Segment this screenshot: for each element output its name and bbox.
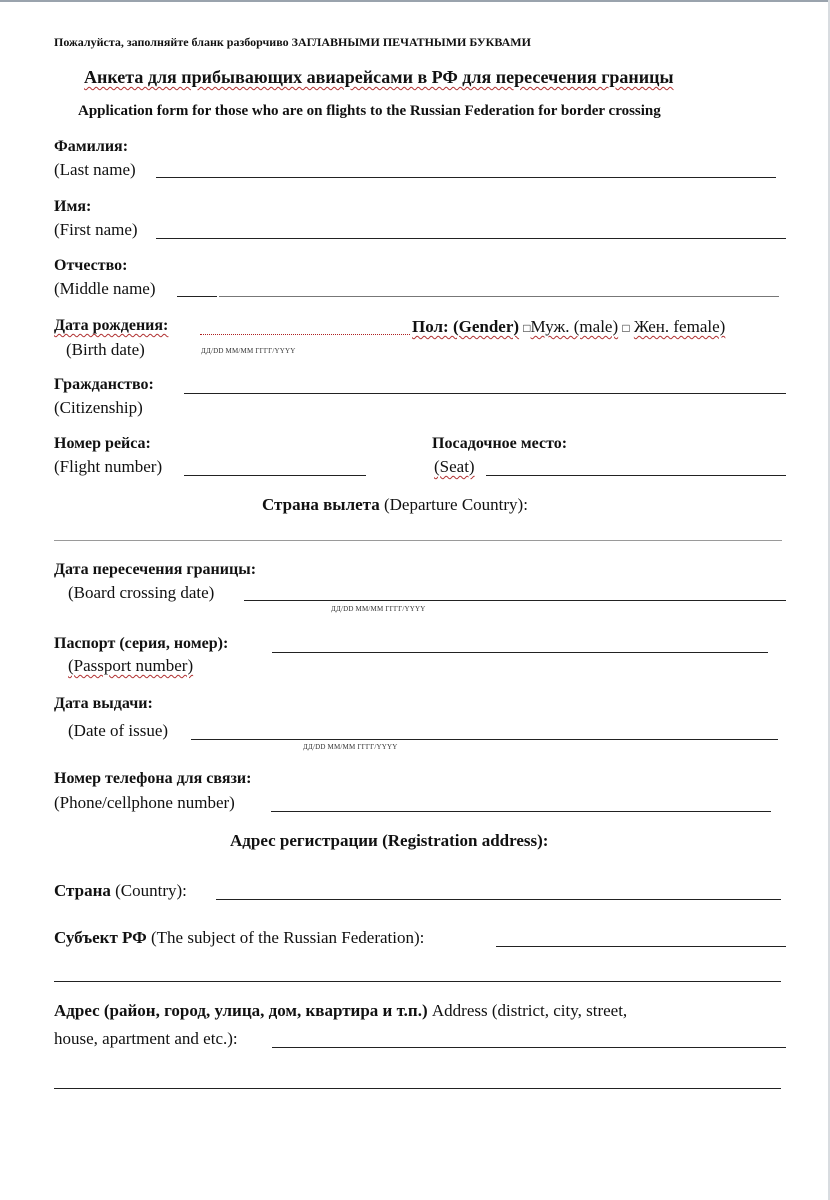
first-name-field[interactable] xyxy=(156,238,786,239)
phone-field[interactable] xyxy=(271,811,771,812)
gender-female-label: Жен. female) xyxy=(633,317,726,336)
country-label-en: (Country): xyxy=(115,881,187,900)
seat-label-en: (Seat) xyxy=(434,457,475,476)
instruction-text: Пожалуйста, заполняйте бланк разборчиво ЗАГЛАВНЫМИ ПЕЧАТНЫМИ БУКВАМИ xyxy=(54,35,531,49)
gender-label: Пол: (Gender) xyxy=(412,317,520,336)
citizenship-label-en: (Citizenship) xyxy=(54,398,143,417)
crossing-date-format-hint: ДД/DD ММ/MM ГГГГ/YYYY xyxy=(331,605,426,613)
subject-label-ru: Субъект РФ xyxy=(54,928,147,947)
title-ru: Анкета для прибывающих авиарейсами в РФ для пересечения границы xyxy=(84,67,674,87)
full-address-field[interactable] xyxy=(272,1047,786,1048)
issue-date-field[interactable] xyxy=(191,739,778,740)
departure-country-field[interactable] xyxy=(54,540,782,541)
country-label-ru: Страна xyxy=(54,881,111,900)
birth-date-field[interactable] xyxy=(200,334,410,335)
gender-male-label: Муж. (male) xyxy=(530,317,619,336)
country-field[interactable] xyxy=(216,899,781,900)
birth-date-label-en: (Birth date) xyxy=(66,340,145,359)
country-label xyxy=(54,882,187,899)
middle-name-field-start[interactable] xyxy=(177,296,217,297)
first-name-label-en: (First name) xyxy=(54,220,138,239)
citizenship-label-ru: Гражданство: xyxy=(54,376,154,393)
gender-female-checkbox[interactable]: □ xyxy=(622,321,630,335)
departure-country-label-en: (Departure Country): xyxy=(383,495,528,514)
title-en: Application form for those who are on flights to the Russian Federation for border crossing xyxy=(78,103,661,119)
middle-name-label-ru: Отчество: xyxy=(54,257,128,274)
gender-male-checkbox[interactable]: □ xyxy=(523,321,531,335)
departure-country-label-ru: Страна вылета xyxy=(262,495,380,514)
flight-number-label-ru: Номер рейса: xyxy=(54,435,151,452)
issue-date-format-hint: ДД/DD ММ/MM ГГГГ/YYYY xyxy=(303,743,398,751)
crossing-date-label-en: (Board crossing date) xyxy=(68,583,215,602)
phone-label-ru: Номер телефона для связи: xyxy=(54,770,252,787)
crossing-date-label-ru: Дата пересечения границы: xyxy=(54,561,257,578)
seat-field[interactable] xyxy=(486,475,786,476)
flight-number-label-en: (Flight number) xyxy=(54,457,163,476)
window-top-border xyxy=(0,0,830,2)
citizenship-field[interactable] xyxy=(184,393,786,394)
middle-name-field[interactable] xyxy=(219,296,779,297)
last-name-field[interactable] xyxy=(156,177,776,178)
passport-label-ru: Паспорт (серия, номер): xyxy=(54,635,229,652)
full-address-label-en-continued: house, apartment and etc.): xyxy=(54,1029,238,1048)
full-address-label-en: Address (district, city, street, xyxy=(431,1001,628,1020)
first-name-label-ru: Имя: xyxy=(54,198,92,215)
crossing-date-field[interactable] xyxy=(244,600,786,601)
subject-field[interactable] xyxy=(496,946,786,947)
seat-label-ru: Посадочное место: xyxy=(432,435,568,452)
flight-number-field[interactable] xyxy=(184,475,366,476)
last-name-label-ru: Фамилия: xyxy=(54,138,129,155)
full-address-label-ru: Адрес (район, город, улица, дом, квартира и т.п.) xyxy=(54,1001,428,1020)
issue-date-label-ru: Дата выдачи: xyxy=(54,695,153,712)
passport-field[interactable] xyxy=(272,652,768,653)
subject-label xyxy=(54,929,424,946)
phone-label-en: (Phone/cellphone number) xyxy=(54,793,235,812)
full-address-field-continued[interactable] xyxy=(54,1088,781,1089)
last-name-label-en: (Last name) xyxy=(54,160,136,179)
birth-date-label-ru: Дата рождения: xyxy=(54,317,169,334)
gender-group xyxy=(412,318,725,335)
passport-label-en: (Passport number) xyxy=(68,656,194,675)
departure-country-label xyxy=(262,496,528,513)
middle-name-label-en: (Middle name) xyxy=(54,279,156,298)
address-heading: Адрес регистрации (Registration address): xyxy=(230,831,549,850)
full-address-label xyxy=(54,1002,627,1019)
issue-date-label-en: (Date of issue) xyxy=(68,721,169,740)
subject-label-en: (The subject of the Russian Federation): xyxy=(151,928,425,947)
subject-field-continued[interactable] xyxy=(54,981,781,982)
birth-date-format-hint: ДД/DD ММ/MM ГГГГ/YYYY xyxy=(201,347,296,355)
